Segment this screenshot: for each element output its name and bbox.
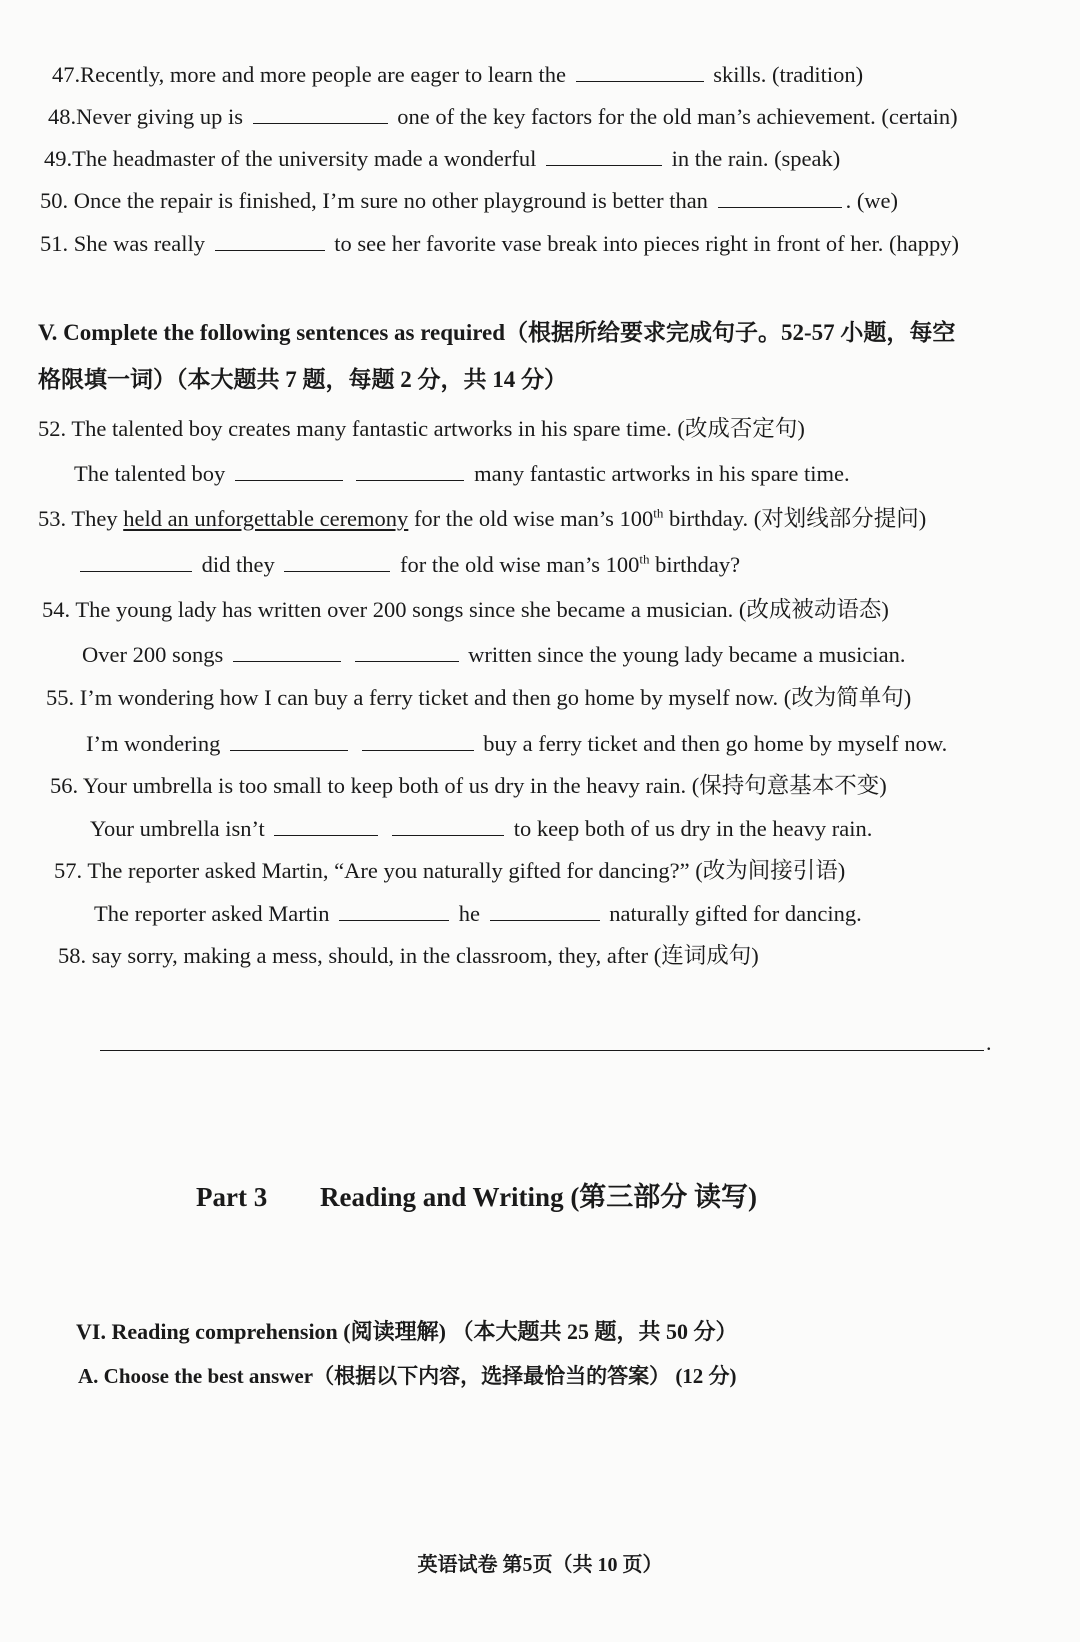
question-48 bbox=[48, 102, 958, 132]
q53-blank-1[interactable] bbox=[80, 551, 192, 572]
section-v-title-line2: 格限填一词）（本大题共 7 题，每题 2 分，共 14 分） bbox=[38, 367, 567, 392]
q52-answer-after: many fantastic artworks in his spare time. bbox=[474, 461, 850, 486]
q54-blank-1[interactable] bbox=[233, 641, 341, 662]
part3-label: Part 3 bbox=[196, 1182, 268, 1212]
q53-prompt-after: for the old wise man’s 100 bbox=[413, 506, 654, 531]
q55-answer-line bbox=[86, 729, 947, 759]
q56-answer-before: Your umbrella isn’t bbox=[90, 816, 265, 841]
q47-text-before: Recently, more and more people are eager to learn the bbox=[80, 62, 566, 87]
q53-prompt bbox=[38, 504, 926, 534]
q51-text-after: to see her favorite vase break into pieces right in front of her. (happy) bbox=[334, 231, 959, 256]
q50-text-before: Once the repair is finished, I’m sure no other playground is better than bbox=[73, 188, 708, 213]
q55-blank-1[interactable] bbox=[230, 730, 348, 751]
part3-title: Reading and Writing (第三部分 读写) bbox=[320, 1182, 758, 1212]
q47-number: 47. bbox=[52, 62, 81, 87]
q51-text-before: She was really bbox=[73, 231, 205, 256]
q53-answer-end: birthday? bbox=[655, 552, 741, 577]
q56-blank-1[interactable] bbox=[274, 815, 378, 836]
q56-answer-after: to keep both of us dry in the heavy rain. bbox=[513, 816, 873, 841]
q52-blank-1[interactable] bbox=[235, 460, 343, 481]
q50-blank[interactable] bbox=[718, 187, 842, 208]
q47-text-after: skills. (tradition) bbox=[713, 62, 864, 87]
q49-number: 49. bbox=[44, 146, 73, 171]
q55-blank-2[interactable] bbox=[362, 730, 474, 751]
q52-answer-line bbox=[74, 459, 850, 489]
q53-answer-mid: did they bbox=[201, 552, 275, 577]
q53-prompt-before: 53. They bbox=[38, 506, 118, 531]
q57-answer-before: The reporter asked Martin bbox=[94, 901, 330, 926]
question-49 bbox=[44, 144, 840, 174]
section-vi-sub-a: A. Choose the best answer（根据以下内容，选择最恰当的答案） (12 分) bbox=[78, 1364, 737, 1388]
section-vi-title: VI. Reading comprehension (阅读理解) （本大题共 25 题，共 50 分） bbox=[76, 1319, 738, 1344]
q55-answer-after: buy a ferry ticket and then go home by myself now. bbox=[483, 731, 948, 756]
q48-number: 48. bbox=[48, 104, 77, 129]
q51-blank[interactable] bbox=[215, 230, 325, 251]
q57-blank-1[interactable] bbox=[339, 900, 449, 921]
q54-answer-before: Over 200 songs bbox=[82, 642, 224, 667]
question-47 bbox=[52, 60, 863, 90]
q58-end-mark: . bbox=[986, 1030, 992, 1055]
q54-prompt: 54. The young lady has written over 200 songs since she became a musician. (改成被动语态) bbox=[42, 597, 889, 622]
q53-underlined-phrase: held an unforgettable ceremony bbox=[123, 506, 409, 531]
q49-text-after: in the rain. (speak) bbox=[671, 146, 841, 171]
page-footer: 英语试卷 第5页（共 10 页） bbox=[417, 1554, 663, 1576]
q55-prompt: 55. I’m wondering how I can buy a ferry ticket and then go home by myself now. (改为简单句) bbox=[46, 685, 912, 710]
q47-blank[interactable] bbox=[576, 61, 704, 82]
q52-blank-2[interactable] bbox=[356, 460, 464, 481]
q56-answer-line bbox=[90, 814, 872, 844]
q48-blank[interactable] bbox=[253, 103, 388, 124]
q52-prompt: 52. The talented boy creates many fantastic artworks in his spare time. (改成否定句) bbox=[38, 416, 805, 441]
q54-blank-2[interactable] bbox=[355, 641, 459, 662]
q57-answer-line bbox=[94, 899, 862, 929]
q53-prompt-end: birthday. (对划线部分提问) bbox=[669, 506, 927, 531]
section-v-title-line1: V. Complete the following sentences as required（根据所给要求完成句子。52-57 小题，每空 bbox=[38, 320, 956, 345]
q48-text-before: Never giving up is bbox=[76, 104, 243, 129]
q48-text-after: one of the key factors for the old man’s achievement. (certain) bbox=[397, 104, 958, 129]
q56-prompt: 56. Your umbrella is too small to keep both of us dry in the heavy rain. (保持句意基本不变) bbox=[50, 773, 887, 798]
q57-blank-2[interactable] bbox=[490, 900, 600, 921]
q53-answer-line bbox=[76, 550, 740, 580]
q58-answer-line[interactable] bbox=[100, 1050, 984, 1051]
q54-answer-after: written since the young lady became a musician. bbox=[468, 642, 906, 667]
q49-text-before: The headmaster of the university made a wonderful bbox=[72, 146, 537, 171]
q53-blank-2[interactable] bbox=[284, 551, 390, 572]
q57-answer-mid: he bbox=[458, 901, 481, 926]
q56-blank-2[interactable] bbox=[392, 815, 504, 836]
q50-text-after: . (we) bbox=[845, 188, 899, 213]
q53-prompt-sup: th bbox=[653, 505, 664, 521]
question-50 bbox=[40, 186, 898, 216]
q53-answer-sup: th bbox=[639, 551, 650, 567]
q55-answer-before: I’m wondering bbox=[86, 731, 221, 756]
q57-prompt: 57. The reporter asked Martin, “Are you naturally gifted for dancing?” (改为间接引语) bbox=[54, 858, 846, 883]
q54-answer-line bbox=[82, 640, 905, 670]
q49-blank[interactable] bbox=[546, 145, 662, 166]
q57-answer-after: naturally gifted for dancing. bbox=[609, 901, 862, 926]
q53-answer-after: for the old wise man’s 100 bbox=[400, 552, 640, 577]
q51-number: 51. bbox=[40, 231, 69, 256]
q58-prompt: 58. say sorry, making a mess, should, in the classroom, they, after (连词成句) bbox=[58, 943, 759, 968]
q52-answer-before: The talented boy bbox=[74, 461, 226, 486]
q50-number: 50. bbox=[40, 188, 69, 213]
question-51 bbox=[40, 229, 959, 259]
